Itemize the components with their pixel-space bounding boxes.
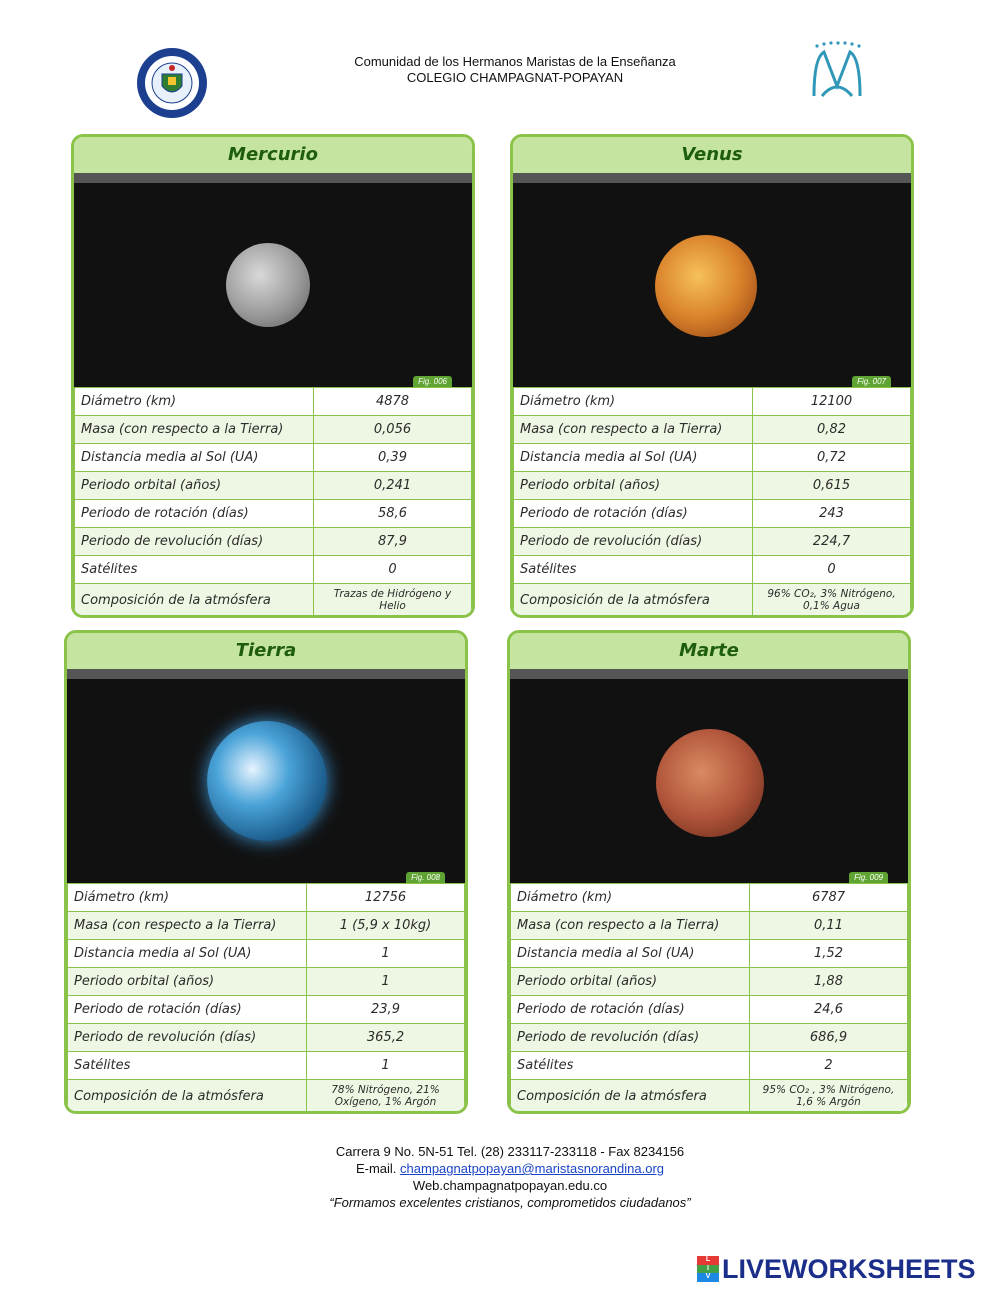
row-label: Masa (con respecto a la Tierra) [514, 416, 753, 444]
planet-photo [67, 679, 465, 883]
table-row [75, 416, 472, 444]
footer-email-line [250, 1160, 770, 1177]
row-label: Masa (con respecto a la Tierra) [68, 912, 307, 940]
row-label: Satélites [514, 556, 753, 584]
row-label: Distancia media al Sol (UA) [68, 940, 307, 968]
row-label: Periodo de revolución (días) [511, 1024, 750, 1052]
planet-photo [513, 183, 911, 387]
row-label: Satélites [511, 1052, 750, 1080]
row-label: Masa (con respecto a la Tierra) [75, 416, 314, 444]
planet-data-table [510, 883, 908, 1113]
divider [74, 173, 472, 183]
email-prefix: E-mail. [355, 1161, 401, 1176]
row-value: 0,39 [314, 444, 472, 472]
figure-label: Fig. 007 [852, 376, 891, 387]
row-value: 243 [753, 500, 911, 528]
row-value: 6787 [750, 884, 908, 912]
row-value: 78% Nitrógeno, 21% Oxígeno, 1% Argón [307, 1080, 465, 1113]
row-value: 2 [750, 1052, 908, 1080]
logo-letter: I [697, 1265, 719, 1274]
table-row [511, 884, 908, 912]
table-row [511, 1052, 908, 1080]
table-row [514, 472, 911, 500]
figure-label: Fig. 008 [406, 872, 445, 883]
row-value: 0 [314, 556, 472, 584]
table-row [75, 556, 472, 584]
row-label: Periodo de rotación (días) [68, 996, 307, 1024]
row-label: Periodo orbital (años) [511, 968, 750, 996]
row-value: 1 [307, 940, 465, 968]
liveworksheets-logo-icon [697, 1256, 719, 1282]
table-row [68, 912, 465, 940]
table-row [514, 416, 911, 444]
table-row [514, 556, 911, 584]
table-row [68, 1080, 465, 1113]
email-link[interactable]: champagnatpopayan@maristasnorandina.org [400, 1161, 665, 1176]
row-label: Composición de la atmósfera [514, 584, 753, 617]
divider [67, 669, 465, 679]
row-label: Satélites [68, 1052, 307, 1080]
table-row [68, 968, 465, 996]
figure-label: Fig. 009 [849, 872, 888, 883]
row-label: Periodo de revolución (días) [514, 528, 753, 556]
table-row [511, 996, 908, 1024]
planet-title: Marte [510, 633, 908, 669]
logo-letter: V [697, 1273, 719, 1282]
row-value: 0,615 [753, 472, 911, 500]
planet-card-mercurio [71, 134, 475, 618]
table-row [68, 996, 465, 1024]
table-row [511, 912, 908, 940]
row-value: 0 [753, 556, 911, 584]
row-label: Periodo de revolución (días) [68, 1024, 307, 1052]
liveworksheets-brand [697, 1252, 976, 1286]
row-value: 58,6 [314, 500, 472, 528]
table-row [75, 528, 472, 556]
row-label: Periodo de rotación (días) [75, 500, 314, 528]
row-value: 4878 [314, 388, 472, 416]
row-label: Distancia media al Sol (UA) [514, 444, 753, 472]
table-row [511, 968, 908, 996]
row-label: Composición de la atmósfera [75, 584, 314, 617]
row-value: 95% CO₂ , 3% Nitrógeno, 1,6 % Argón [750, 1080, 908, 1113]
row-value: 12756 [307, 884, 465, 912]
table-row [75, 388, 472, 416]
planet-image [655, 235, 757, 337]
planet-image [207, 721, 327, 841]
row-label: Periodo orbital (años) [75, 472, 314, 500]
figure-label: Fig. 006 [413, 376, 452, 387]
row-value: 1,88 [750, 968, 908, 996]
row-value: 1,52 [750, 940, 908, 968]
row-label: Diámetro (km) [68, 884, 307, 912]
table-row [514, 500, 911, 528]
row-label: Periodo orbital (años) [514, 472, 753, 500]
planet-data-table [74, 387, 472, 617]
row-label: Masa (con respecto a la Tierra) [511, 912, 750, 940]
row-label: Periodo de revolución (días) [75, 528, 314, 556]
table-row [75, 584, 472, 617]
row-value: Trazas de Hidrógeno y Helio [314, 584, 472, 617]
table-row [514, 528, 911, 556]
divider [510, 669, 908, 679]
table-row [514, 584, 911, 617]
row-value: 0,11 [750, 912, 908, 940]
row-label: Periodo de rotación (días) [514, 500, 753, 528]
maristas-logo [792, 38, 882, 118]
footer-web: Web.champagnatpopayan.edu.co [412, 1178, 608, 1193]
row-value: 24,6 [750, 996, 908, 1024]
footer-motto: “Formamos excelentes cristianos, comprometidos ciudadanos” [329, 1195, 691, 1210]
liveworksheets-wordmark: LIVEWORKSHEETS [722, 1253, 976, 1284]
planet-title: Mercurio [74, 137, 472, 173]
row-label: Diámetro (km) [75, 388, 314, 416]
planet-photo [74, 183, 472, 387]
header-line2: COLEGIO CHAMPAGNAT-POPAYAN [406, 70, 624, 85]
planet-photo [510, 679, 908, 883]
row-value: 686,9 [750, 1024, 908, 1052]
table-row [68, 940, 465, 968]
planet-card-venus [510, 134, 914, 618]
row-value: 0,72 [753, 444, 911, 472]
divider [513, 173, 911, 183]
row-label: Diámetro (km) [514, 388, 753, 416]
row-value: 1 [307, 1052, 465, 1080]
row-value: 23,9 [307, 996, 465, 1024]
table-row [75, 500, 472, 528]
planet-card-tierra [64, 630, 468, 1114]
table-row [68, 1052, 465, 1080]
row-value: 87,9 [314, 528, 472, 556]
table-row [75, 444, 472, 472]
table-row [514, 444, 911, 472]
row-value: 0,056 [314, 416, 472, 444]
school-crest-logo [135, 46, 209, 120]
planet-title: Tierra [67, 633, 465, 669]
planet-data-table [513, 387, 911, 617]
row-value: 1 (5,9 x 10kg) [307, 912, 465, 940]
table-row [514, 388, 911, 416]
header-text [290, 54, 740, 86]
footer [250, 1143, 770, 1211]
planet-title: Venus [513, 137, 911, 173]
planet-image [226, 243, 310, 327]
row-label: Diámetro (km) [511, 884, 750, 912]
row-value: 0,82 [753, 416, 911, 444]
logo-letter: L [697, 1256, 719, 1265]
table-row [68, 884, 465, 912]
table-row [68, 1024, 465, 1052]
planet-image [656, 729, 764, 837]
row-value: 1 [307, 968, 465, 996]
row-label: Distancia media al Sol (UA) [511, 940, 750, 968]
table-row [511, 1024, 908, 1052]
footer-address: Carrera 9 No. 5N-51 Tel. (28) 233117-233118 - Fax 8234156 [335, 1144, 685, 1159]
row-label: Periodo de rotación (días) [511, 996, 750, 1024]
table-row [75, 472, 472, 500]
row-label: Composición de la atmósfera [68, 1080, 307, 1113]
header-line1: Comunidad de los Hermanos Maristas de la Enseñanza [354, 54, 676, 69]
planet-card-marte [507, 630, 911, 1114]
table-row [511, 1080, 908, 1113]
planet-data-table [67, 883, 465, 1113]
row-label: Composición de la atmósfera [511, 1080, 750, 1113]
row-label: Periodo orbital (años) [68, 968, 307, 996]
row-label: Satélites [75, 556, 314, 584]
row-value: 96% CO₂, 3% Nitrógeno, 0,1% Agua [753, 584, 911, 617]
row-value: 12100 [753, 388, 911, 416]
row-value: 0,241 [314, 472, 472, 500]
row-value: 365,2 [307, 1024, 465, 1052]
table-row [511, 940, 908, 968]
row-value: 224,7 [753, 528, 911, 556]
row-label: Distancia media al Sol (UA) [75, 444, 314, 472]
